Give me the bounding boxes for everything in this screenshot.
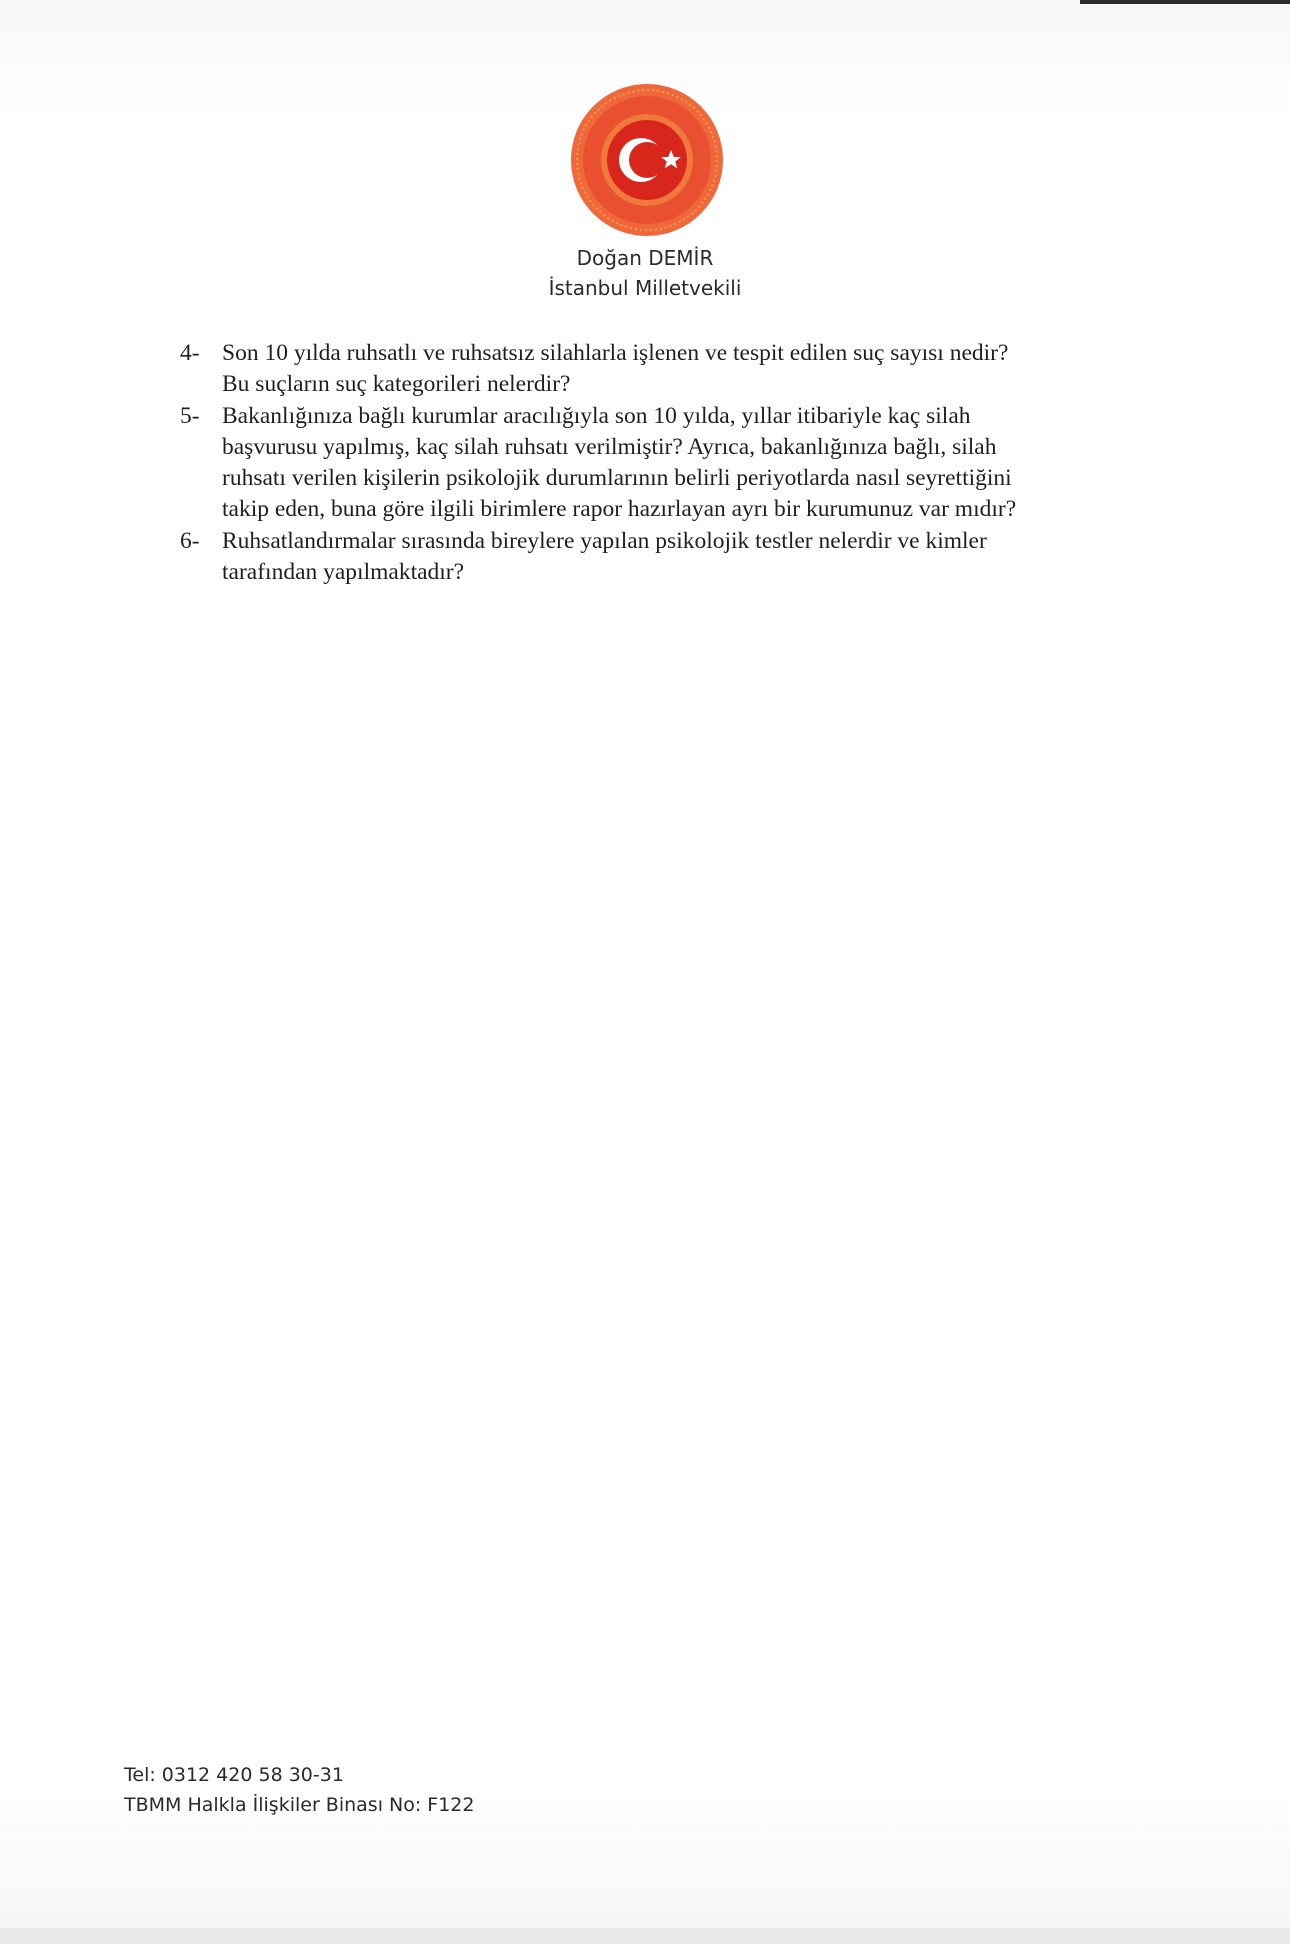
question-line: tarafından yapılmaktadır? bbox=[222, 559, 465, 585]
scan-edge-bottom bbox=[0, 1928, 1290, 1944]
question-number: 6- bbox=[180, 528, 200, 554]
question-item-6 bbox=[180, 526, 1140, 588]
question-line: Son 10 yılda ruhsatlı ve ruhsatsız silahlarla işlenen ve tespit edilen suç sayısı nedir? bbox=[222, 340, 1009, 366]
question-line: ruhsatı verilen kişilerin psikolojik durumlarının belirli periyotlarda nasıl seyrettiğini bbox=[222, 465, 1012, 491]
question-number: 5- bbox=[180, 403, 200, 429]
deputy-name: Doğan DEMİR bbox=[576, 246, 714, 270]
question-line: başvurusu yapılmış, kaç silah ruhsatı verilmiştir? Ayrıca, bakanlığınıza bağlı, silah bbox=[222, 434, 997, 460]
scan-edge-top bbox=[1080, 0, 1290, 4]
question-number: 4- bbox=[180, 340, 200, 366]
question-line: Bu suçların suç kategorileri nelerdir? bbox=[222, 371, 571, 397]
question-list bbox=[180, 338, 1140, 589]
question-line: takip eden, buna göre ilgili birimlere rapor hazırlayan ayrı bir kurumunuz var mıdır? bbox=[222, 496, 1017, 522]
question-item-4 bbox=[180, 338, 1140, 400]
footer-address: TBMM Halkla İlişkiler Binası No: F122 bbox=[124, 1794, 475, 1816]
question-item-5 bbox=[180, 401, 1140, 525]
question-line: Ruhsatlandırmalar sırasında bireylere yapılan psikolojik testler nelerdir ve kimler bbox=[222, 528, 987, 554]
question-line: Bakanlığınıza bağlı kurumlar aracılığıyla son 10 yılda, yıllar itibariyle kaç silah bbox=[222, 403, 971, 429]
deputy-title: İstanbul Milletvekili bbox=[548, 276, 742, 300]
tbmm-seal-icon bbox=[567, 80, 727, 240]
footer-phone: Tel: 0312 420 58 30-31 bbox=[124, 1764, 344, 1786]
